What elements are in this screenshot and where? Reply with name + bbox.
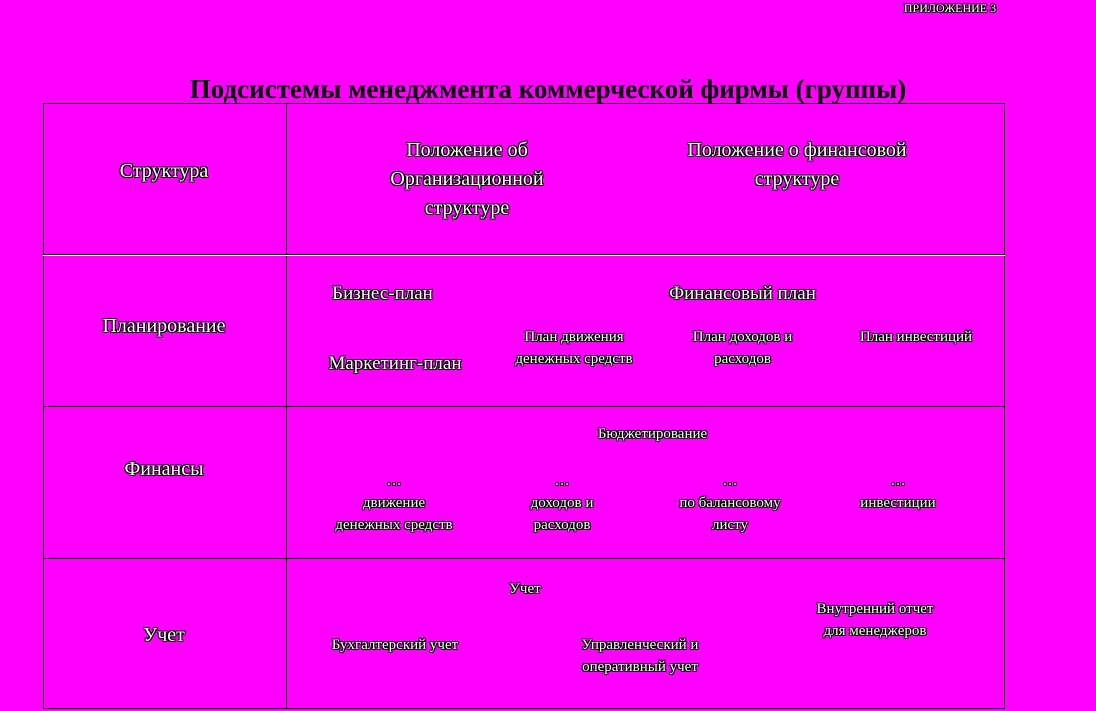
investment-budget xyxy=(838,470,958,514)
marketing-plan: Маркетинг-план xyxy=(328,353,462,374)
business-plan: Бизнес-план xyxy=(332,283,433,304)
row-divider-3 xyxy=(43,558,1005,559)
org-structure-regulation: Положение об Организационной структуре xyxy=(390,139,544,219)
budgeting-heading: Бюджетирование xyxy=(597,426,708,442)
financial-plan: Финансовый план xyxy=(669,283,816,304)
balance-budget xyxy=(670,470,790,536)
bookkeeping: Бухгалтерский учет xyxy=(331,637,459,653)
fin-structure-regulation: Положение о финансовой структуре xyxy=(687,139,907,190)
row-label-planning: Планирование xyxy=(102,315,226,337)
row-divider-1-highlight xyxy=(43,255,1005,256)
cashflow-budget-label: движение денежных средств xyxy=(335,495,453,533)
row-label-accounting: Учет xyxy=(143,624,185,646)
income-expense-budget-label: доходов и расходов xyxy=(530,495,594,533)
internal-report: Внутренний отчет для менеджеров xyxy=(816,601,934,639)
income-expense-budget xyxy=(502,470,622,536)
investment-plan: План инвестиций xyxy=(859,329,973,345)
investment-budget-label: инвестиции xyxy=(860,495,936,511)
balance-budget-label: по балансовому листу xyxy=(679,495,781,533)
cashflow-plan: План движения денежных средств xyxy=(515,329,633,367)
ellipsis: … xyxy=(386,473,402,489)
ellipsis: … xyxy=(554,473,570,489)
management-accounting: Управленческий и оперативный учет xyxy=(581,637,699,675)
page-title: Подсистемы менеджмента коммерческой фирмы (группы) xyxy=(189,74,907,104)
income-expense-plan: План доходов и расходов xyxy=(692,329,793,367)
row-label-structure: Структура xyxy=(119,160,209,182)
appendix-label: ПРИЛОЖЕНИЕ 3 xyxy=(903,1,997,15)
ellipsis: … xyxy=(890,473,906,489)
accounting-heading: Учет xyxy=(509,581,541,597)
cashflow-budget xyxy=(334,470,454,536)
row-label-finance: Финансы xyxy=(124,458,204,480)
ellipsis: … xyxy=(722,473,738,489)
row-divider-2 xyxy=(43,406,1005,407)
